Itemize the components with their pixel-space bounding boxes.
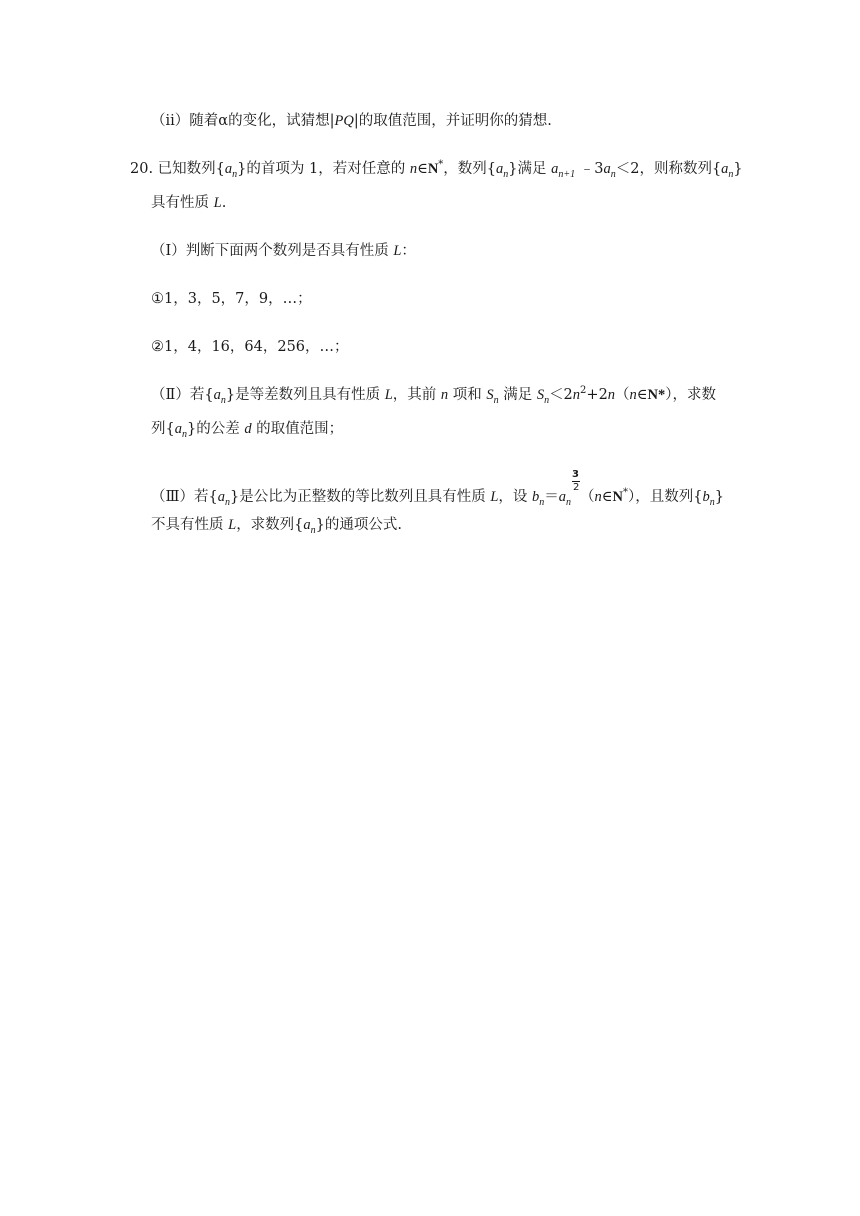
fraction-exponent: 3 2 [572, 469, 580, 493]
sequence-1: ①1，3，5，7，9，…； [151, 291, 312, 307]
part-3-line-2: 不具有性质 L，求数列$\{a_n\}$的通项公式. [151, 517, 403, 536]
part-2-line-2: 列$\{a_n\}$的公差 d 的取值范围； [151, 421, 344, 440]
question-20-line-1: 20. 已知数列$\{a_n\}$的首项为 1，若对任意的 n∈N*，数列$\{a_n\}$满足 $a_{n+1}$ $﹣3a_n<2$，则称数列$\{a_n\}$ [130, 159, 743, 180]
question-number: 20. [130, 161, 154, 177]
part-3-line-1: （Ⅲ）若$\{a_n\}$是公比为正整数的等比数列且具有性质 L，设 $b_n=a_n$ 3 2 （n∈N*），且数列$\{b_n\}$ [151, 469, 724, 508]
question-20-line-2: 具有性质 L. [151, 195, 227, 211]
subpart-ii-line: （ⅱ）随着α的变化，试猜想|PQ|的取值范围，并证明你的猜想. [151, 113, 552, 129]
part-1-line: （Ⅰ）判断下面两个数列是否具有性质 L： [151, 243, 416, 259]
part-3-label: （Ⅲ） [151, 489, 194, 505]
part-2-line-1: （Ⅱ）若$\{a_n\}$是等差数列且具有性质 L，其前 n 项和 $S_n$ 满足 $S_n<2n^2+2n(n\in N*)$，求数 [151, 385, 717, 406]
subpart-ii-label: （ⅱ） [151, 113, 190, 129]
part-1-label: （Ⅰ） [151, 243, 186, 259]
part-2-label: （Ⅱ） [151, 387, 190, 403]
sequence-2: ②1，4，16，64，256，…； [151, 339, 349, 355]
